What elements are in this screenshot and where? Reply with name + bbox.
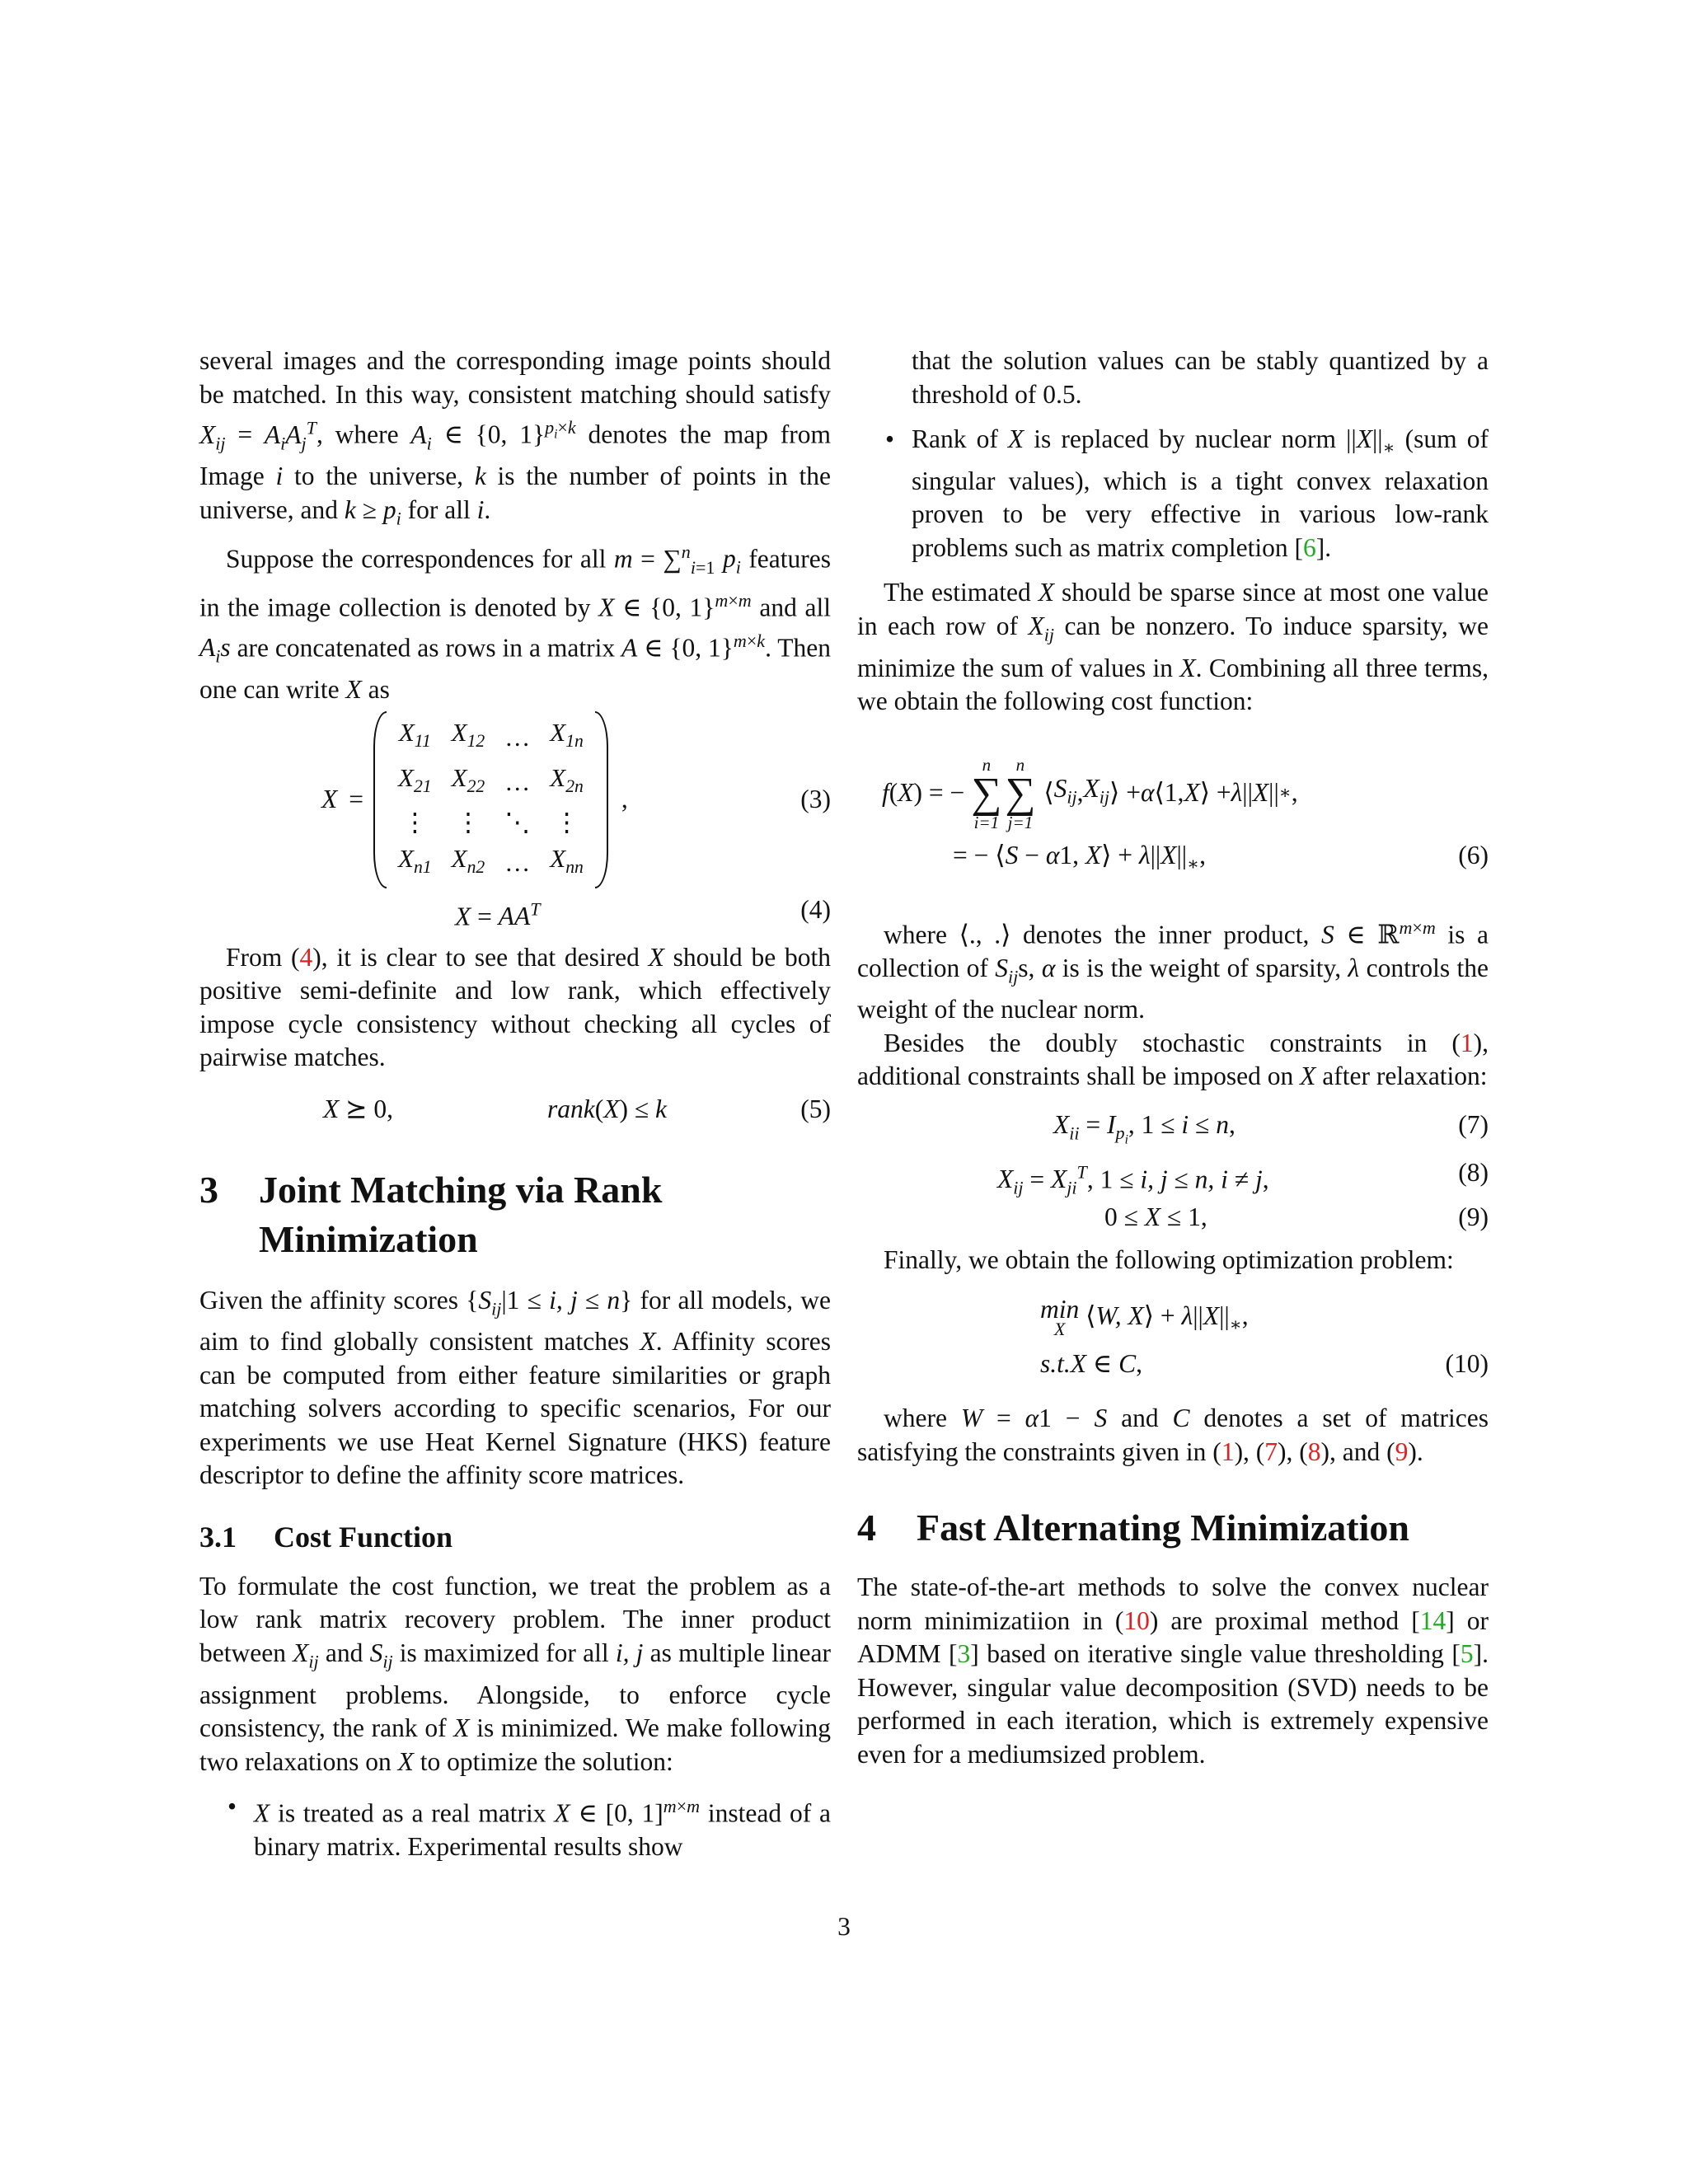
subsection-number: 3.1 [199,1520,237,1554]
paragraph: Given the affinity scores {$S_{ij}|1 \le i$, j ≤ n} for all models, we aim to find globally consistent matches X. Affinity scores can be computed from either feature similarities or graph matching solvers according to specific scenarios, For our experiments we use Heat Kernel Signature (HKS) feature descriptor to define the affinity score matrices. [199,1285,831,1490]
section-heading [857,1503,1489,1553]
matrix-cell: $X_{n1}$ [398,843,432,877]
paragraph: several images and the corresponding image points should be matched. In this way, consistent matching should satisfy $X_{ij} = A_iA_j^T$, where $A_i$ ∈ {0, 1}$^{p_i\times k}$ denotes the map from Image i to the universe, k is the number of points in the universe, and $k \ge p_i$ for all i. [199,346,832,529]
subsection-heading [199,1517,831,1557]
paragraph: Besides the doubly stochastic constraints in (1), additional constraints shall be imposed on X after relaxation: [857,1028,1489,1091]
matrix-cell: $X_{22}$ [451,762,485,796]
paragraph: To formulate the cost function, we treat the problem as a low rank matrix recovery problem. The inner product between $X_{ij}$ and $S_{ij}$ is maximized for all i, j as multiple linear assignment problems. Alongside, to enforce cycle consistency, the rank of X is minimized. We make following two relaxations on X to optimize the solution: [199,1571,831,1776]
page-number: 3 [837,1912,851,1941]
right-column [857,344,1489,1771]
equation-6: f ( X ) = − n ∑ i=1 n ∑ j=1 ⟨ $S_{ij}$ , $X_{ij}$ ⟩ + α ⟨1, X ⟩ + λ || X || ∗ , = − ⟨S − α1, X⟩ + $\lambda||X||_∗$, (6) [882,754,1489,874]
list-item: • X is treated as a real matrix X ∈ [0, 1]$^{m\times m}$ instead of a binary matrix. Experimental results show [199,1790,831,1864]
equation-number: (8) [1458,1157,1489,1187]
section-number: 3 [199,1168,218,1211]
equation-ref-link[interactable]: 1 [1221,1436,1235,1466]
equation-number: (7) [1458,1109,1489,1139]
matrix-cell: ⋮ [401,807,428,837]
equation-number: (6) [1458,840,1489,869]
matrix-cell: ⋮ [455,807,481,837]
equation-ref-link[interactable]: 4 [299,942,313,972]
matrix-cell: ⋮ [554,807,580,837]
equation-7: $X_{ii} = I_{p_i}$, 1 ≤ i ≤ n, (7) [1053,1109,1489,1147]
paragraph: where W = α1 − S and C denotes a set of matrices satisfying the constraints given in (1), (7), (8), and (9). [857,1404,1489,1466]
equation-ref-link[interactable]: 8 [1307,1436,1321,1466]
matrix-cell: $X_{2n}$ [550,762,584,796]
section-title: Fast Alternating Minimization [917,1507,1409,1549]
left-column [199,344,831,1864]
equation-number: (9) [1458,1202,1489,1231]
equation-4: $X = AA^T$ (4) [455,894,831,931]
section-number: 4 [857,1507,876,1549]
equation-number: (10) [1445,1349,1489,1379]
equation-ref-link[interactable]: 9 [1395,1436,1409,1466]
equation-9: 0 ≤ X ≤ 1, (9) [857,1201,1489,1237]
paragraph: that the solution values can be stably quantized by a threshold of 0.5. [912,346,1489,409]
equation-10: min X ⟨W, X⟩ + $\lambda||X||_∗$, s.t.X ∈ C, (10) [857,1300,1489,1382]
matrix-cell: $X_{1n}$ [550,718,584,752]
equation-number: (5) [800,1094,831,1123]
matrix-cell: … [504,766,531,796]
list-item: • Rank of X is replaced by nuclear norm $||X||_∗$ (sum of singular values), which is a tight convex relaxation proven to be very effective in various low-rank problems such as matrix completion [6]. [857,423,1489,565]
paragraph: The estimated X should be sparse since at most one value in each row of $X_{ij}$ can be nonzero. To induce sparsity, we minimize the sum of values in X. Combining all three terms, we obtain the following cost function: [857,578,1489,716]
paragraph: From (4), it is clear to see that desired X should be both positive semi-definite and low rank, which effectively impose cycle consistency without checking all cycles of pairwise matches. [199,942,831,1072]
equation-ref-link[interactable]: 10 [1123,1605,1150,1635]
paragraph: where ⟨., .⟩ denotes the inner product, S ∈ ℝ$^{m\times m}$ is a collection of $S_{ij}s$, α is is the weight of sparsity, λ controls the weight of the nuclear norm. [857,916,1489,1024]
equation-number: (3) [800,784,831,813]
matrix-cell: ⋱ [504,807,531,837]
matrix-x [373,715,608,885]
equation-ref-link[interactable]: 1 [1460,1028,1474,1057]
citation-link[interactable]: 14 [1419,1605,1447,1635]
bullet-list [857,423,1489,565]
equation-5: X ⪰ 0, rank(X) ≤ k (5) [199,1093,831,1129]
equation-ref-link[interactable]: 7 [1264,1436,1278,1466]
matrix-cell: … [504,847,531,877]
paragraph: Finally, we obtain the following optimization problem: [884,1244,1454,1274]
paragraph: The state-of-the-art methods to solve the convex nuclear norm minimizatiion in (10) are proximal method [14] or ADMM [3] based on iterative single value thresholding [5]. However, singular value decomposition (SVD) needs to be performed in each iteration, which is extremely expensive even for a mediumsized problem. [857,1572,1489,1769]
paragraph: Suppose the correspondences for all m = ∑$^n_{i=1}$ $p_i$ features in the image collection is denoted by X ∈ {0, 1}$^{m\times m}$ and all $A_is$ are concatenated as rows in a matrix A ∈ {0, 1}$^{m\times k}$. Then one can write X as [199,541,832,705]
section-title: Joint Matching via Rank Minimization [259,1168,663,1260]
matrix-cell: $X_{21}$ [398,762,432,796]
matrix-cell: $X_{11}$ [398,718,431,752]
matrix-cell: … [504,722,531,752]
matrix-cell: $X_{12}$ [451,718,485,752]
section-heading [199,1165,831,1264]
matrix-cell: $X_{nn}$ [550,843,584,877]
matrix-cell: $X_{n2}$ [451,843,485,877]
citation-link[interactable]: 3 [957,1639,971,1669]
subsection-title: Cost Function [274,1520,453,1554]
equation-3: X = $X_{11}$ $X_{12}$ … $X_{1n}$ $X_{21}$ $X_{22}$ … $X_{2n}$ ⋮ ⋮ ⋱ ⋮ $X_{n1}$ $X_{n2}$ … $X_{nn}$ , (3) [199,722,831,879]
citation-link[interactable]: 5 [1460,1639,1474,1669]
equation-8: $X_{ij} = X_{ji}^T$, 1 ≤ i, j ≤ n, i ≠ j, (8) [997,1157,1489,1198]
equation-number: (4) [800,894,831,924]
bullet-list [199,1790,831,1864]
citation-link[interactable]: 6 [1303,532,1316,562]
